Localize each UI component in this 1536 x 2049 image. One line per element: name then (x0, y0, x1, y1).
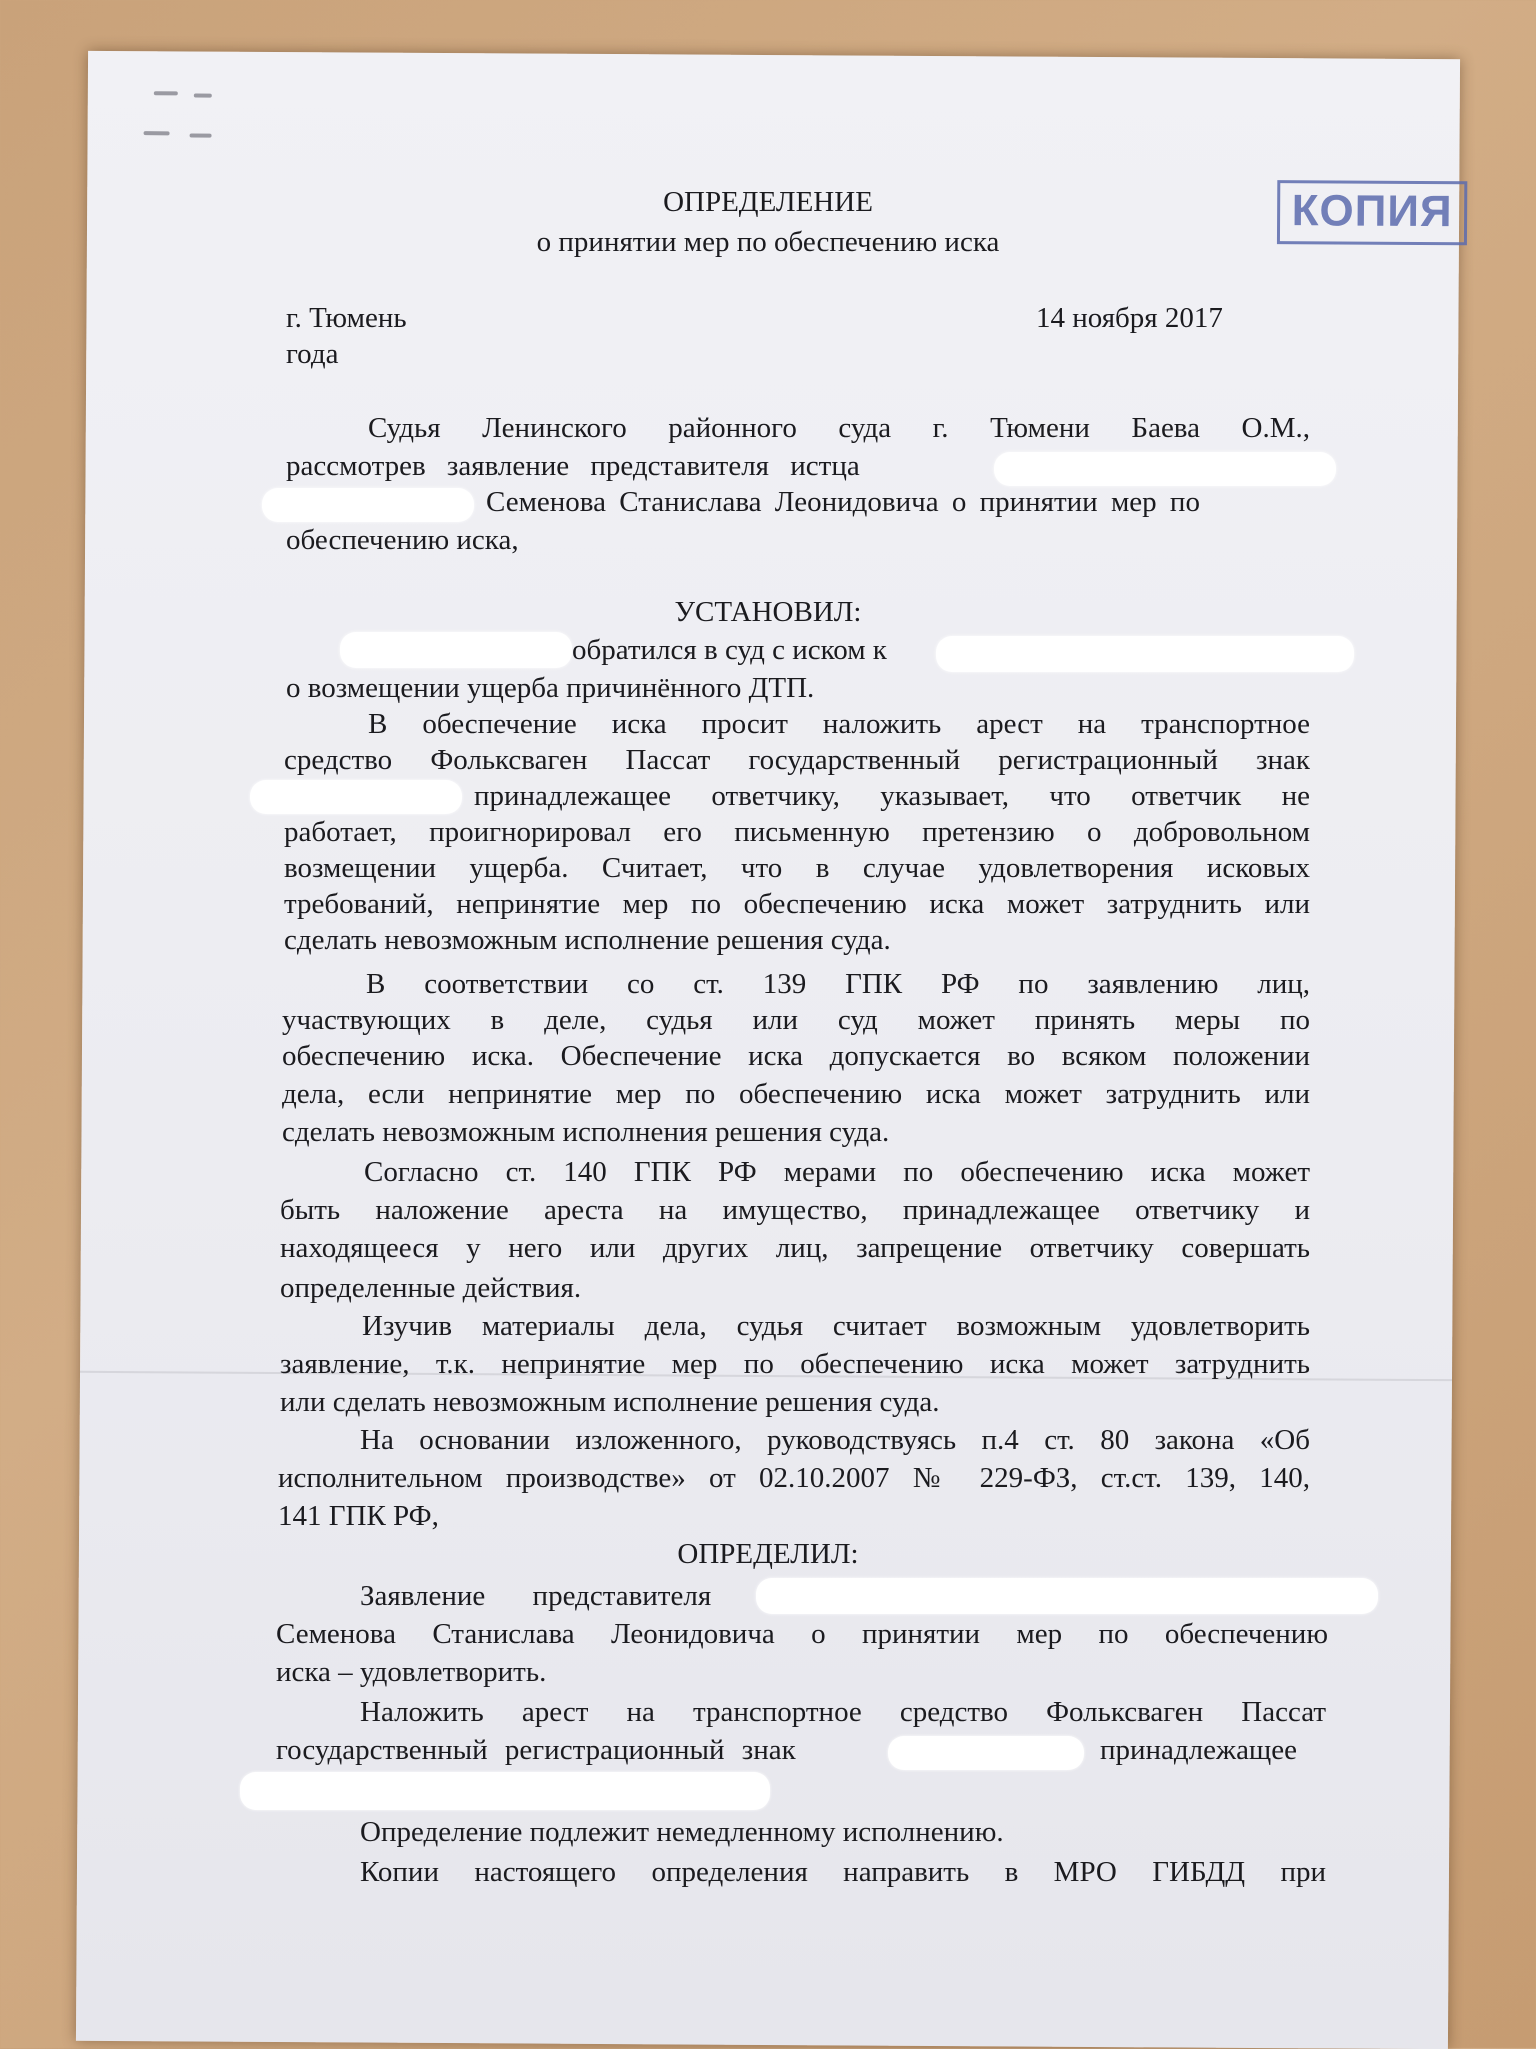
decided-1-line-1: Заявление представителя (360, 1580, 712, 1612)
document-title: ОПРЕДЕЛЕНИЕ (663, 186, 873, 218)
art139-line-3: обеспечению иска. Обеспечение иска допускается во всяком положении (282, 1040, 1310, 1072)
established-line-1: обратился в суд с иском к (572, 634, 887, 666)
art140-line-4: определенные действия. (280, 1272, 582, 1304)
intro-line-2: рассмотрев заявление представителя истца (286, 450, 860, 482)
request-line-5: возмещении ущерба. Считает, что в случае удовлетворения исковых (284, 852, 1310, 884)
heading-established: УСТАНОВИЛ: (674, 596, 862, 628)
redaction (340, 632, 572, 668)
art139-line-5: сделать невозможным исполнения решения суда. (282, 1116, 890, 1148)
copy-stamp: КОПИЯ (1277, 180, 1467, 245)
basis-line-3: 141 ГПК РФ, (278, 1500, 439, 1532)
decided-3: Определение подлежит немедленному исполнению. (360, 1816, 1004, 1848)
art140-line-3: находящееся у него или других лиц, запрещение ответчику совершать (280, 1232, 1310, 1264)
decided-2-line-2: государственный регистрационный знак (276, 1734, 796, 1766)
intro-line-1: Судья Ленинского районного суда г. Тюмени Баева О.М., (368, 412, 1310, 444)
staple-top-2 (194, 93, 212, 97)
staple-bottom (144, 131, 170, 135)
art140-line-2: быть наложение ареста на имущество, принадлежащее ответчику и (280, 1194, 1310, 1226)
decided-1-line-3: иска – удовлетворить. (276, 1656, 547, 1688)
staple-top (154, 91, 178, 95)
redaction (240, 1772, 770, 1810)
date: 14 ноября 2017 (1036, 302, 1223, 334)
study-line-1: Изучив материалы дела, судья считает возможным удовлетворить (362, 1310, 1310, 1342)
redaction (994, 452, 1336, 486)
art140-line-1: Согласно ст. 140 ГПК РФ мерами по обеспечению иска может (364, 1156, 1310, 1188)
request-line-2: средство Фольксваген Пассат государственный регистрационный знак (284, 744, 1310, 776)
basis-line-1: На основании изложенного, руководствуясь п.4 ст. 80 закона «Об (360, 1424, 1310, 1456)
staple-bottom-2 (190, 133, 212, 137)
established-line-2: о возмещении ущерба причинённого ДТП. (286, 672, 815, 704)
request-line-6: требований, непринятие мер по обеспечению иска может затруднить или (284, 888, 1310, 920)
decided-1-line-2: Семенова Станислава Леонидовича о принятии мер по обеспечению (276, 1618, 1328, 1650)
intro-line-4: обеспечению иска, (286, 524, 519, 556)
city: г. Тюмень (286, 302, 407, 334)
art139-line-2: участвующих в деле, судья или суд может принять меры по (282, 1004, 1310, 1036)
basis-line-2: исполнительном производстве» от 02.10.2007 № 229-ФЗ, ст.ст. 139, 140, (278, 1462, 1310, 1494)
heading-decided: ОПРЕДЕЛИЛ: (677, 1538, 859, 1570)
date-continuation: года (286, 338, 339, 370)
redaction (756, 1578, 1378, 1614)
redaction (936, 636, 1354, 672)
redaction (250, 780, 462, 814)
art139-line-4: дела, если непринятие мер по обеспечению иска может затруднить или (282, 1078, 1310, 1110)
intro-line-3: Семенова Станислава Леонидовича о принятии мер по (486, 486, 1200, 518)
study-line-2: заявление, т.к. непринятие мер по обеспечению иска может затруднить (280, 1348, 1310, 1380)
request-line-7: сделать невозможным исполнение решения суда. (284, 924, 891, 956)
request-line-3: принадлежащее ответчику, указывает, что ответчик не (474, 780, 1310, 812)
decided-4: Копии настоящего определения направить в МРО ГИБДД при (360, 1856, 1326, 1888)
study-line-3: или сделать невозможным исполнение решения суда. (280, 1386, 940, 1418)
document-subtitle: о принятии мер по обеспечению иска (536, 226, 1000, 258)
decided-2-line-3: принадлежащее (1100, 1734, 1298, 1766)
art139-line-1: В соответствии со ст. 139 ГПК РФ по заявлению лиц, (366, 968, 1310, 1000)
decided-2-line-1: Наложить арест на транспортное средство Фольксваген Пассат (360, 1696, 1326, 1728)
request-line-1: В обеспечение иска просит наложить арест на транспортное (368, 708, 1310, 740)
request-line-4: работает, проигнорировал его письменную претензию о добровольном (284, 816, 1310, 848)
redaction (888, 1736, 1084, 1770)
redaction (262, 488, 474, 522)
